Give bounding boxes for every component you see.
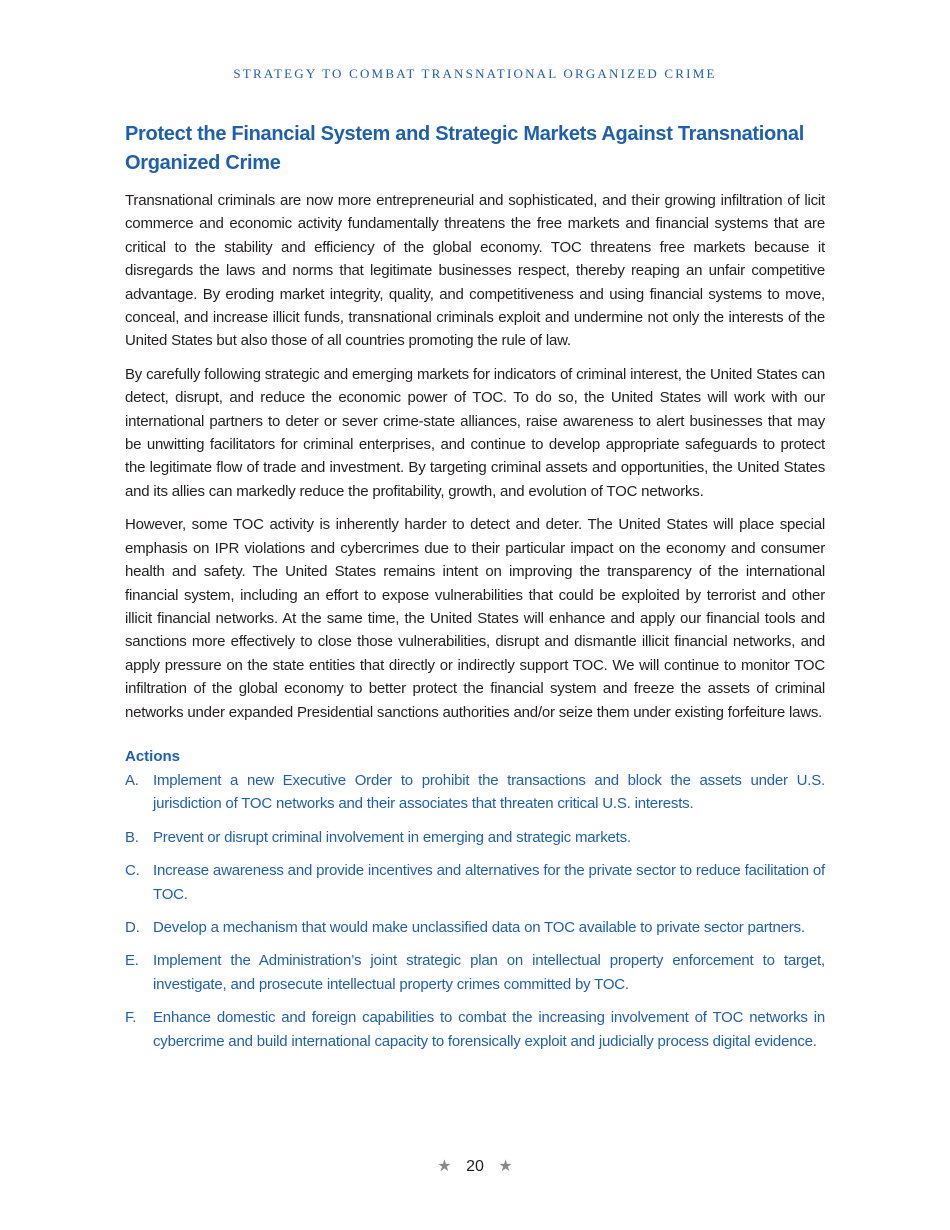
action-text: Increase awareness and provide incentives and alternatives for the private sector to reduce facilitation of TOC. xyxy=(153,862,825,903)
action-letter: F. xyxy=(125,1009,137,1027)
body-paragraph-3: However, some TOC activity is inherently harder to detect and deter. The United States will place special emphasis on IPR violations and cybercrimes due to their particular impact on the economy and consumer health and safety. The United States remains intent on improving the transparency of the international financial system, including an effort to expose vulnerabilities that could be exploited by terrorist and other illicit financial networks. At the same time, the United States will enhance and apply our financial tools and sanctions more effectively to close those vulnerabilities, disrupt and dismantle illicit financial networks, and apply pressure on the state entities that directly or indirectly support TOC. We will continue to monitor TOC infiltration of the global economy to better protect the financial system and freeze the assets of criminal networks under expanded Presidential sanctions authorities and/or seize them under existing forfeiture laws. xyxy=(125,516,825,721)
section-title: Protect the Financial System and Strategic Markets Against Transnational Organized Crime xyxy=(125,123,804,174)
action-letter: D. xyxy=(125,918,140,936)
action-item-f xyxy=(125,1006,825,1053)
action-text: Develop a mechanism that would make unclassified data on TOC available to private sector partners. xyxy=(153,918,805,936)
action-text: Implement the Administration’s joint strategic plan on intellectual property enforcement to target, investigate, and prosecute intellectual property crimes committed by TOC. xyxy=(153,952,825,993)
star-icon: ★ xyxy=(498,1158,513,1175)
body-paragraph-1: Transnational criminals are now more entrepreneurial and sophisticated, and their growing infiltration of licit commerce and economic activity fundamentally threatens the free markets and financial systems that are critical to the stability and efficiency of the global economy. TOC threatens free markets because it disregards the laws and norms that legitimate businesses respect, thereby reaping an unfair competitive advantage. By eroding market integrity, quality, and competitiveness and using financial systems to move, conceal, and increase illicit funds, transnational criminals exploit and undermine not only the interests of the United States but also those of all countries promoting the rule of law. xyxy=(125,192,825,350)
action-item-e xyxy=(125,949,825,996)
action-text: Prevent or disrupt criminal involvement in emerging and strategic markets. xyxy=(153,828,631,846)
actions-heading: Actions xyxy=(125,747,181,765)
action-letter: B. xyxy=(125,828,139,846)
action-item-c xyxy=(125,859,825,906)
action-item-b xyxy=(125,826,825,849)
running-header: STRATEGY TO COMBAT TRANSNATIONAL ORGANIZED CRIME xyxy=(233,66,717,81)
action-letter: A. xyxy=(125,771,139,789)
star-icon: ★ xyxy=(437,1158,452,1175)
action-item-d xyxy=(125,916,825,939)
page-footer xyxy=(0,1156,950,1178)
action-letter: C. xyxy=(125,862,140,880)
action-letter: E. xyxy=(125,952,139,970)
action-item-a xyxy=(125,769,825,816)
body-paragraph-2: By carefully following strategic and emerging markets for indicators of criminal interest, the United States can detect, disrupt, and reduce the economic power of TOC. To do so, the United States will work with our international partners to deter or sever crime-state alliances, raise awareness to alert businesses that may be unwitting facilitators for criminal enterprises, and continue to develop appropriate safeguards to protect the legitimate flow of trade and investment. By targeting criminal assets and opportunities, the United States and its allies can markedly reduce the profitability, growth, and evolution of TOC networks. xyxy=(125,365,825,500)
page-number: 20 xyxy=(466,1158,484,1175)
actions-list xyxy=(125,769,825,1053)
action-text: Implement a new Executive Order to prohibit the transactions and block the assets under U.S. jurisdiction of TOC networks and their associates that threaten critical U.S. interests. xyxy=(153,771,825,813)
main-content xyxy=(125,120,825,1063)
action-text: Enhance domestic and foreign capabilities to combat the increasing involvement of TOC networks in cybercrime and build international capacity to forensically exploit and judicially process digital evidence. xyxy=(153,1009,825,1050)
